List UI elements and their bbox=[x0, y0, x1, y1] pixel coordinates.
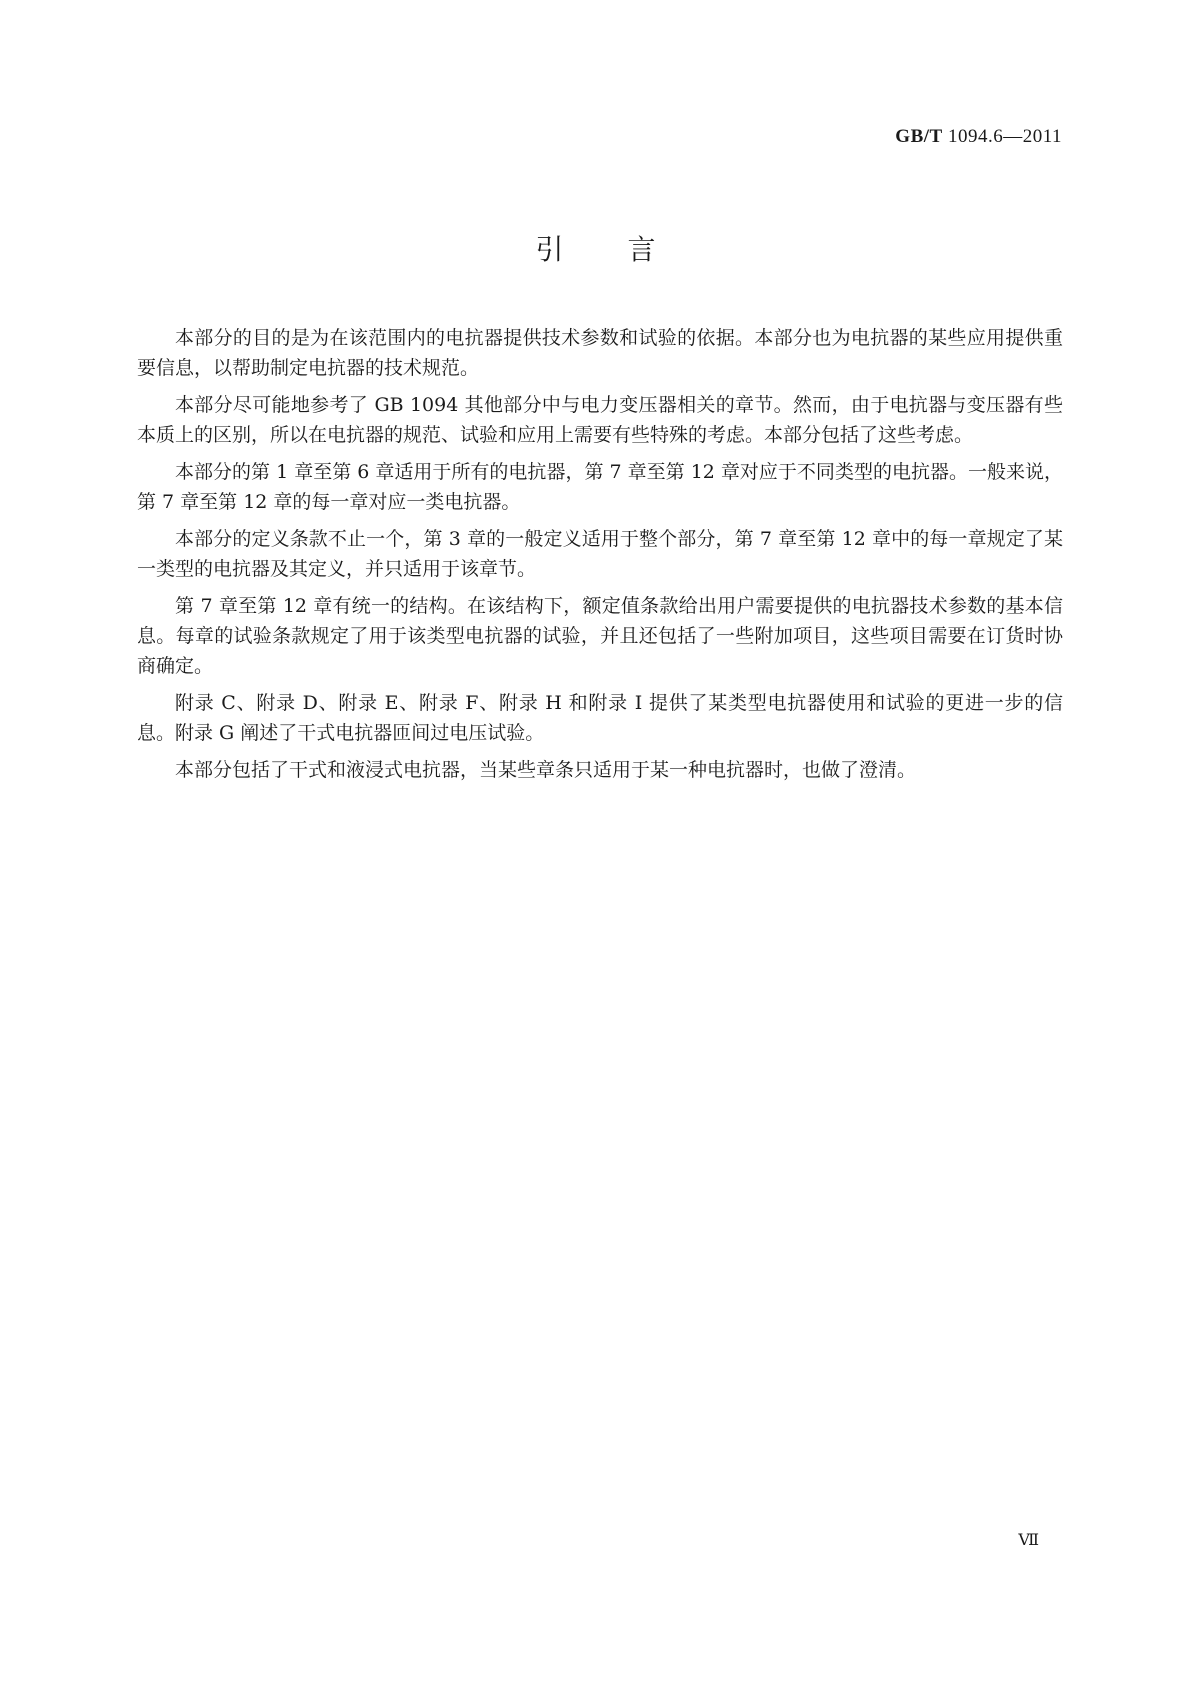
paragraph: 附录 C、附录 D、附录 E、附录 F、附录 H 和附录 I 提供了某类型电抗器使用和试验的更进一步的信息。附录 G 阐述了干式电抗器匝间过电压试验。 bbox=[137, 692, 1063, 744]
paragraph: 本部分包括了干式和液浸式电抗器，当某些章条只适用于某一种电抗器时，也做了澄清。 bbox=[175, 759, 917, 781]
standard-prefix: GB/T bbox=[895, 126, 943, 147]
paragraph: 本部分尽可能地参考了 GB 1094 其他部分中与电力变压器相关的章节。然而，由于电抗器与变压器有些本质上的区别，所以在电抗器的规范、试验和应用上需要有些特殊的考虑。本部分包括了这些考虑。 bbox=[137, 394, 1063, 446]
standard-number bbox=[895, 126, 1062, 148]
paragraph: 第 7 章至第 12 章有统一的结构。在该结构下，额定值条款给出用户需要提供的电抗器技术参数的基本信息。每章的试验条款规定了用于该类型电抗器的试验，并且还包括了一些附加项目，这些项目需要在订货时协商确定。 bbox=[137, 595, 1063, 677]
body-text bbox=[137, 323, 1063, 792]
paragraph: 本部分的第 1 章至第 6 章适用于所有的电抗器，第 7 章至第 12 章对应于不同类型的电抗器。一般来说，第 7 章至第 12 章的每一章对应一类电抗器。 bbox=[137, 461, 1063, 513]
page-number: Ⅶ bbox=[1018, 1532, 1039, 1549]
paragraph: 本部分的定义条款不止一个，第 3 章的一般定义适用于整个部分，第 7 章至第 12 章中的每一章规定了某一类型的电抗器及其定义，并只适用于该章节。 bbox=[137, 528, 1063, 580]
paragraph: 本部分的目的是为在该范围内的电抗器提供技术参数和试验的依据。本部分也为电抗器的某些应用提供重要信息，以帮助制定电抗器的技术规范。 bbox=[137, 327, 1063, 379]
page-title: 引言 bbox=[535, 233, 720, 266]
standard-code: 1094.6—2011 bbox=[947, 126, 1062, 147]
